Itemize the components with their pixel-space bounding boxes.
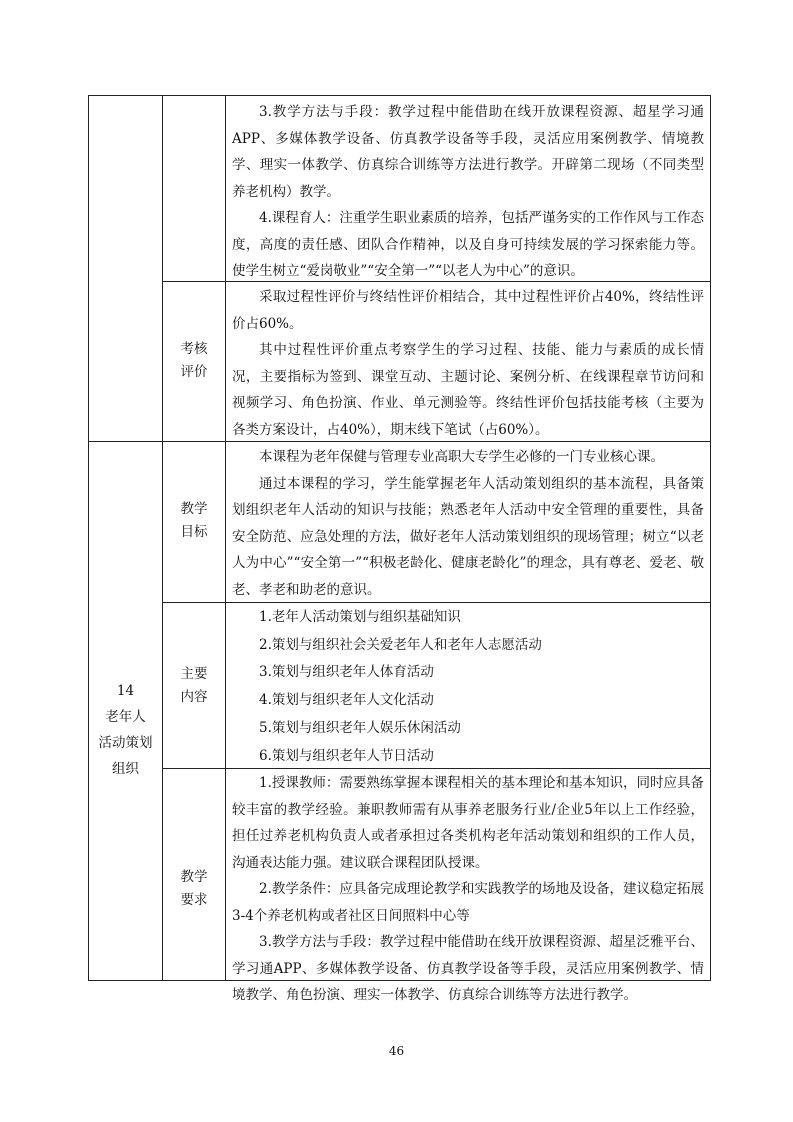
requirements-label-line1: 教学 <box>180 869 208 885</box>
paragraph: 2.教学条件：应具备完成理论教学和实践教学的场地及设备，建议稳定拓展3-4个养老机构或者社区日间照料中心等 <box>232 881 704 924</box>
list-item: 5.策划与组织老年人娱乐休闲活动 <box>259 719 461 736</box>
column-divider-2 <box>225 95 226 981</box>
list-item: 6.策划与组织老年人节日活动 <box>259 747 434 764</box>
top-section-text <box>232 99 704 285</box>
assessment-label-line2: 评价 <box>180 364 208 380</box>
list-item: 4.策划与组织老年人文化活动 <box>259 692 434 709</box>
assessment-label-line1: 考核 <box>180 341 208 357</box>
content-list <box>232 604 704 770</box>
objectives-label <box>163 498 225 544</box>
assessment-label <box>163 338 225 384</box>
page-number: 46 <box>388 1044 405 1058</box>
assessment-text <box>232 284 704 443</box>
paragraph: 4.课程育人：注重学生职业素质的培养，包括严谨务实的工作作风与工作态度，高度的责任感、团队合作精神，以及自身可持续发展的学习探索能力等。使学生树立“爱岗敬业”“安全第一”“以老人为中心”的意识。 <box>232 210 704 279</box>
course-name-line1: 老年人 <box>105 709 146 725</box>
content-label-line2: 内容 <box>180 689 208 705</box>
paragraph: 1.授课教师：需要熟练掌握本课程相关的基本理论和基本知识，同时应具备较丰富的教学经验。兼职教师需有从事养老服务行业/企业5年以上工作经验，担任过养老机构负责人或者承担过各类机构老年活动策划和组织的工作人员，沟通表达能力强。建议联合课程团队授课。 <box>232 775 704 871</box>
list-item: 2.策划与组织社会关爱老年人和老年人志愿活动 <box>259 636 542 653</box>
requirements-label-line2: 要求 <box>180 892 208 908</box>
paragraph: 其中过程性评价重点考察学生的学习过程、技能、能力与素质的成长情况，主要指标为签到、课堂互动、主题讨论、案例分析、在线课程章节访问和视频学习、角色扮演、作业、单元测验等。终结性评价包括技能考核（主要为各类方案设计，占40%），期末线下笔试（占60%）。 <box>232 342 704 438</box>
objectives-label-line1: 教学 <box>180 501 208 517</box>
paragraph: 采取过程性评价与终结性评价相结合，其中过程性评价占40%，终结性评价占60%。 <box>232 289 704 332</box>
content-label-line1: 主要 <box>180 666 208 682</box>
paragraph: 本课程为老年保健与管理专业高职大专学生必修的一门专业核心课。 <box>259 449 664 465</box>
content-label <box>163 663 225 709</box>
objectives-label-line2: 目标 <box>180 524 208 540</box>
list-item: 3.策划与组织老年人体育活动 <box>259 664 434 681</box>
list-item: 1.老年人活动策划与组织基础知识 <box>259 609 461 625</box>
objectives-text <box>232 444 704 603</box>
course-name <box>89 678 162 782</box>
paragraph: 3.教学方法与手段：教学过程中能借助在线开放课程资源、超星学习通APP、多媒体教学设备、仿真教学设备等手段，灵活应用案例教学、情境教学、理实一体教学、仿真综合训练等方法进行教学。开辟第二现场（不同类型养老机构）教学。 <box>232 104 704 200</box>
requirements-label <box>163 866 225 912</box>
course-number: 14 <box>116 683 135 699</box>
paragraph: 3.教学方法与手段：教学过程中能借助在线开放课程资源、超星泛雅平台、学习通APP、多媒体教学设备、仿真教学设备等手段，灵活应用案例教学、情境教学、角色扮演、理实一体教学、仿真综合训练等方法进行教学。 <box>232 934 704 1003</box>
course-name-line3: 组织 <box>112 761 139 777</box>
requirements-text <box>232 770 704 1009</box>
course-name-line2: 活动策划 <box>98 735 153 751</box>
paragraph: 通过本课程的学习，学生能掌握老年人活动策划组织的基本流程，具备策划组织老年人活动的知识与技能；熟悉老年人活动中安全管理的重要性，具备安全防范、应急处理的方法，做好老年人活动策划组织的现场管理；树立“以老人为中心”“安全第一”“积极老龄化、健康老龄化”的理念，具有尊老、爱老、敬老、孝老和助老的意识。 <box>232 475 704 598</box>
